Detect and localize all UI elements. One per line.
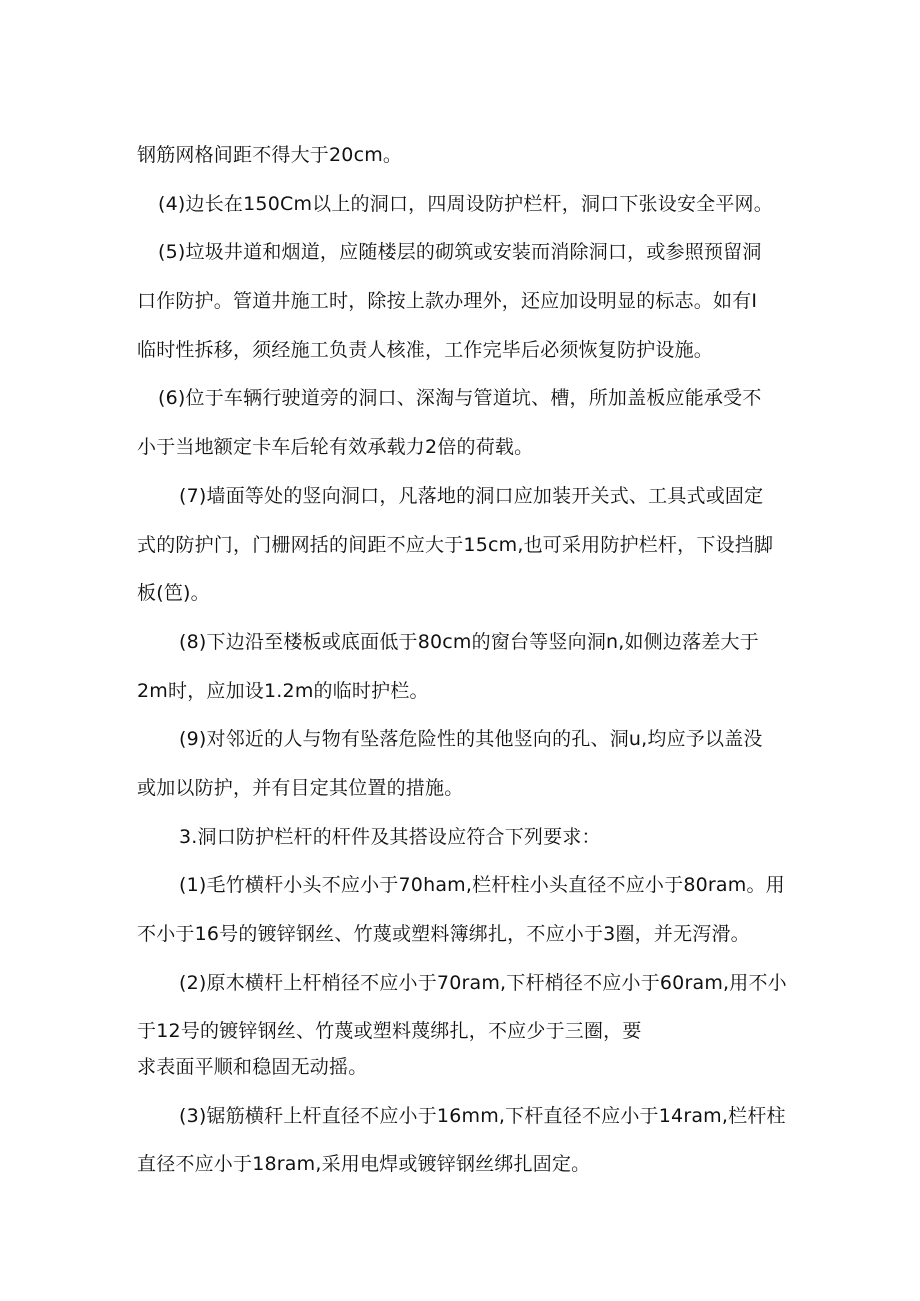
paragraph-line: 不小于16号的镀锌钢丝、竹蔑或塑料簿绑扎，不应小于3圈，并无泻滑。 <box>137 923 750 945</box>
paragraph-line: (4)边长在150Cm以上的洞口，四周设防护栏杆，洞口下张设安全平网。 <box>158 193 773 215</box>
paragraph-line: 临时性拆移，须经施工负责人核准，工作完毕后必须恢复防护设施。 <box>137 339 714 361</box>
paragraph-line: 式的防护门，门栅网括的间距不应大于15cm,也可采用防护栏杆，下设挡脚 <box>137 534 774 556</box>
paragraph-line: 或加以防护，并有目定其位置的措施。 <box>137 777 464 799</box>
paragraph-line: 钢筋网格间距不得大于20cm。 <box>137 144 403 166</box>
paragraph-line: 直径不应小于18ram,采用电焊或镀锌钢丝绑扎固定。 <box>137 1153 591 1175</box>
paragraph-line: (8)下边沿至楼板或底面低于80cm的窗台等竖向洞n,如侧边落差大于 <box>179 631 759 653</box>
paragraph-line: (5)垃圾井道和烟道，应随楼层的砌筑或安装而消除洞口，或参照预留洞 <box>158 241 762 263</box>
paragraph-line: (9)对邻近的人与物有坠落危险性的其他竖向的孔、洞u,均应予以盖没 <box>179 728 763 750</box>
paragraph-line: (1)毛竹横杆小头不应小于70ham,栏杆柱小头直径不应小于80ram。用 <box>179 874 785 896</box>
paragraph-line: (2)原木横杆上杆梢径不应小于70ram,下杆梢径不应小于60ram,用不小 <box>179 972 787 994</box>
paragraph-line: (6)位于车辆行驶道旁的洞口、深淘与管道坑、槽，所加盖板应能承受不 <box>158 387 762 409</box>
paragraph-line: 3.洞口防护栏杆的杆件及其搭设应符合下列要求： <box>179 826 601 848</box>
paragraph-line: (7)墙面等处的竖向洞口，凡落地的洞口应加装开关式、工具式或固定 <box>179 485 764 507</box>
paragraph-line: 求表面平顺和稳固无动摇。 <box>137 1056 368 1078</box>
paragraph-line: 口作防护。管道井施工时，除按上款办理外，还应加设明显的标志。如有I <box>137 290 758 312</box>
paragraph-line: 板(笆)。 <box>137 582 210 604</box>
paragraph-line: (3)锯筋横秆上杆直径不应小于16mm,下杆直径不应小于14ram,栏杆柱 <box>179 1105 786 1127</box>
paragraph-line: 于12号的镀锌钢丝、竹蔑或塑料蔑绑扎，不应少于三圈，要 <box>137 1020 642 1042</box>
paragraph-line: 2m时，应加设1.2m的临时护栏。 <box>137 680 429 702</box>
paragraph-line: 小于当地额定卡车后轮有效承载力2倍的荷载。 <box>137 436 534 458</box>
